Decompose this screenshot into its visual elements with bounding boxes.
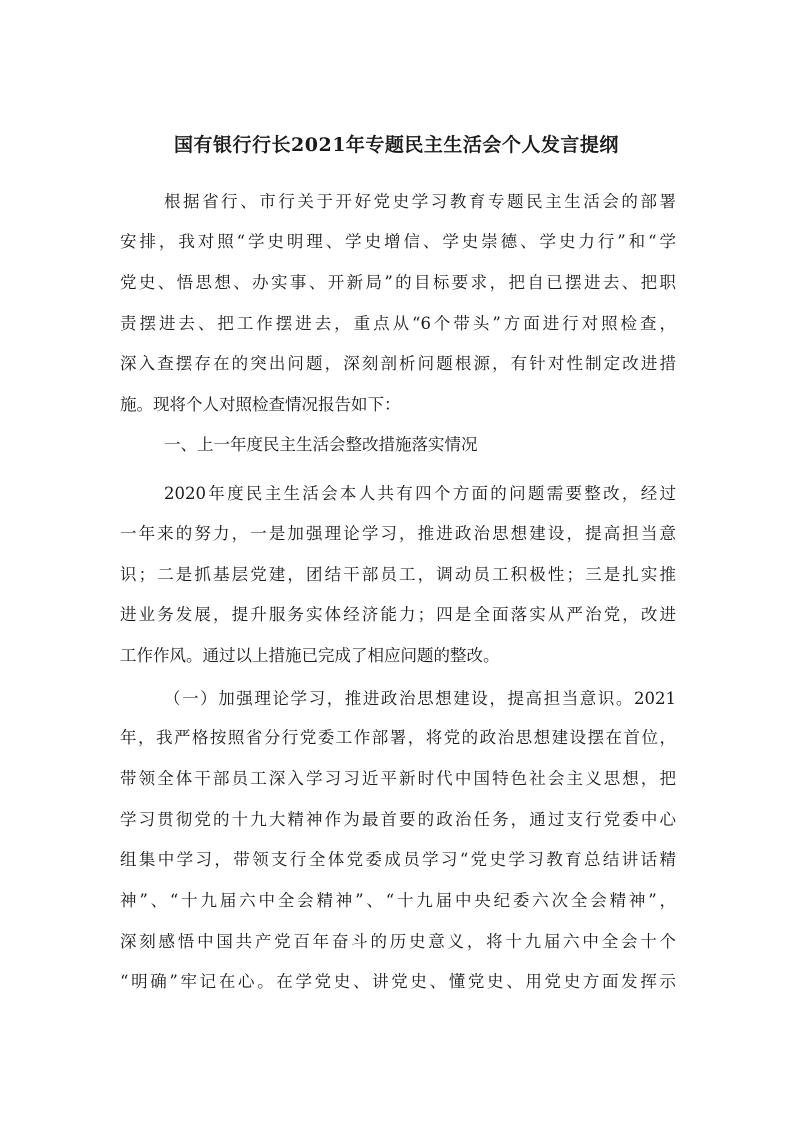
paragraph-line: 深入查摆存在的突出问题，深刻剖析问题根源，有针对性制定改进措 [120, 354, 676, 373]
paragraph-line: 党史、悟思想、办实事、开新局”的目标要求，把自已摆进去、把职 [120, 273, 676, 292]
paragraph-line: 施。现将个人对照检查情况报告如下： [120, 395, 401, 414]
paragraph-line: 工作作风。通过以上措施已完成了相应问题的整改。 [120, 646, 500, 665]
paragraph-line: 责摆进去、把工作摆进去，重点从“6个带头”方面进行对照检查， [120, 314, 676, 333]
paragraph-line: 根据省行、市行关于开好党史学习教育专题民主生活会的部署 [164, 192, 676, 211]
paragraph-line: 组集中学习，带领支行全体党委成员学习“党史学习教育总结讲话精 [120, 850, 676, 869]
paragraph-line: 年，我严格按照省分行党委工作部署，将党的政治思想建设摆在首位， [120, 728, 676, 747]
watermark [4, 20, 97, 125]
section-heading: 一、上一年度民主生活会整改措施落实情况 [164, 435, 478, 454]
paragraph-line: “明确”牢记在心。在学党史、讲党史、懂党史、用党史方面发挥示 [120, 972, 676, 991]
paragraph-line: 识；二是抓基层党建，团结干部员工，调动员工积极性；三是扎实推 [120, 565, 676, 584]
paragraph-line: 带领全体干部员工深入学习习近平新时代中国特色社会主义思想，把 [120, 769, 676, 788]
paragraph-line: 进业务发展，提升服务实体经济能力；四是全面落实从严治党，改进 [120, 605, 676, 624]
paragraph-line: 深刻感悟中国共产党百年奋斗的历史意义，将十九届六中全会十个 [120, 932, 676, 951]
paragraph-line: 安排，我对照“学史明理、学史增信、学史崇德、学史力行”和“学 [120, 232, 676, 251]
paragraph-line: 神”、“十九届六中全会精神”、“十九届中央纪委六次全会精神”， [120, 891, 676, 910]
paragraph-line: （一）加强理论学习，推进政治思想建设，提高担当意识。2021 [164, 689, 676, 708]
paragraph-line: 2020年度民主生活会本人共有四个方面的问题需要整改，经过 [164, 484, 676, 503]
paragraph-line: 一年来的努力，一是加强理论学习，推进政治思想建设，提高担当意 [120, 524, 676, 543]
paragraph-line: 学习贯彻党的十九大精神作为最首要的政治任务，通过支行党委中心 [120, 810, 676, 829]
document-title: 国有银行行长2021年专题民主生活会个人发言提纲 [174, 134, 619, 156]
